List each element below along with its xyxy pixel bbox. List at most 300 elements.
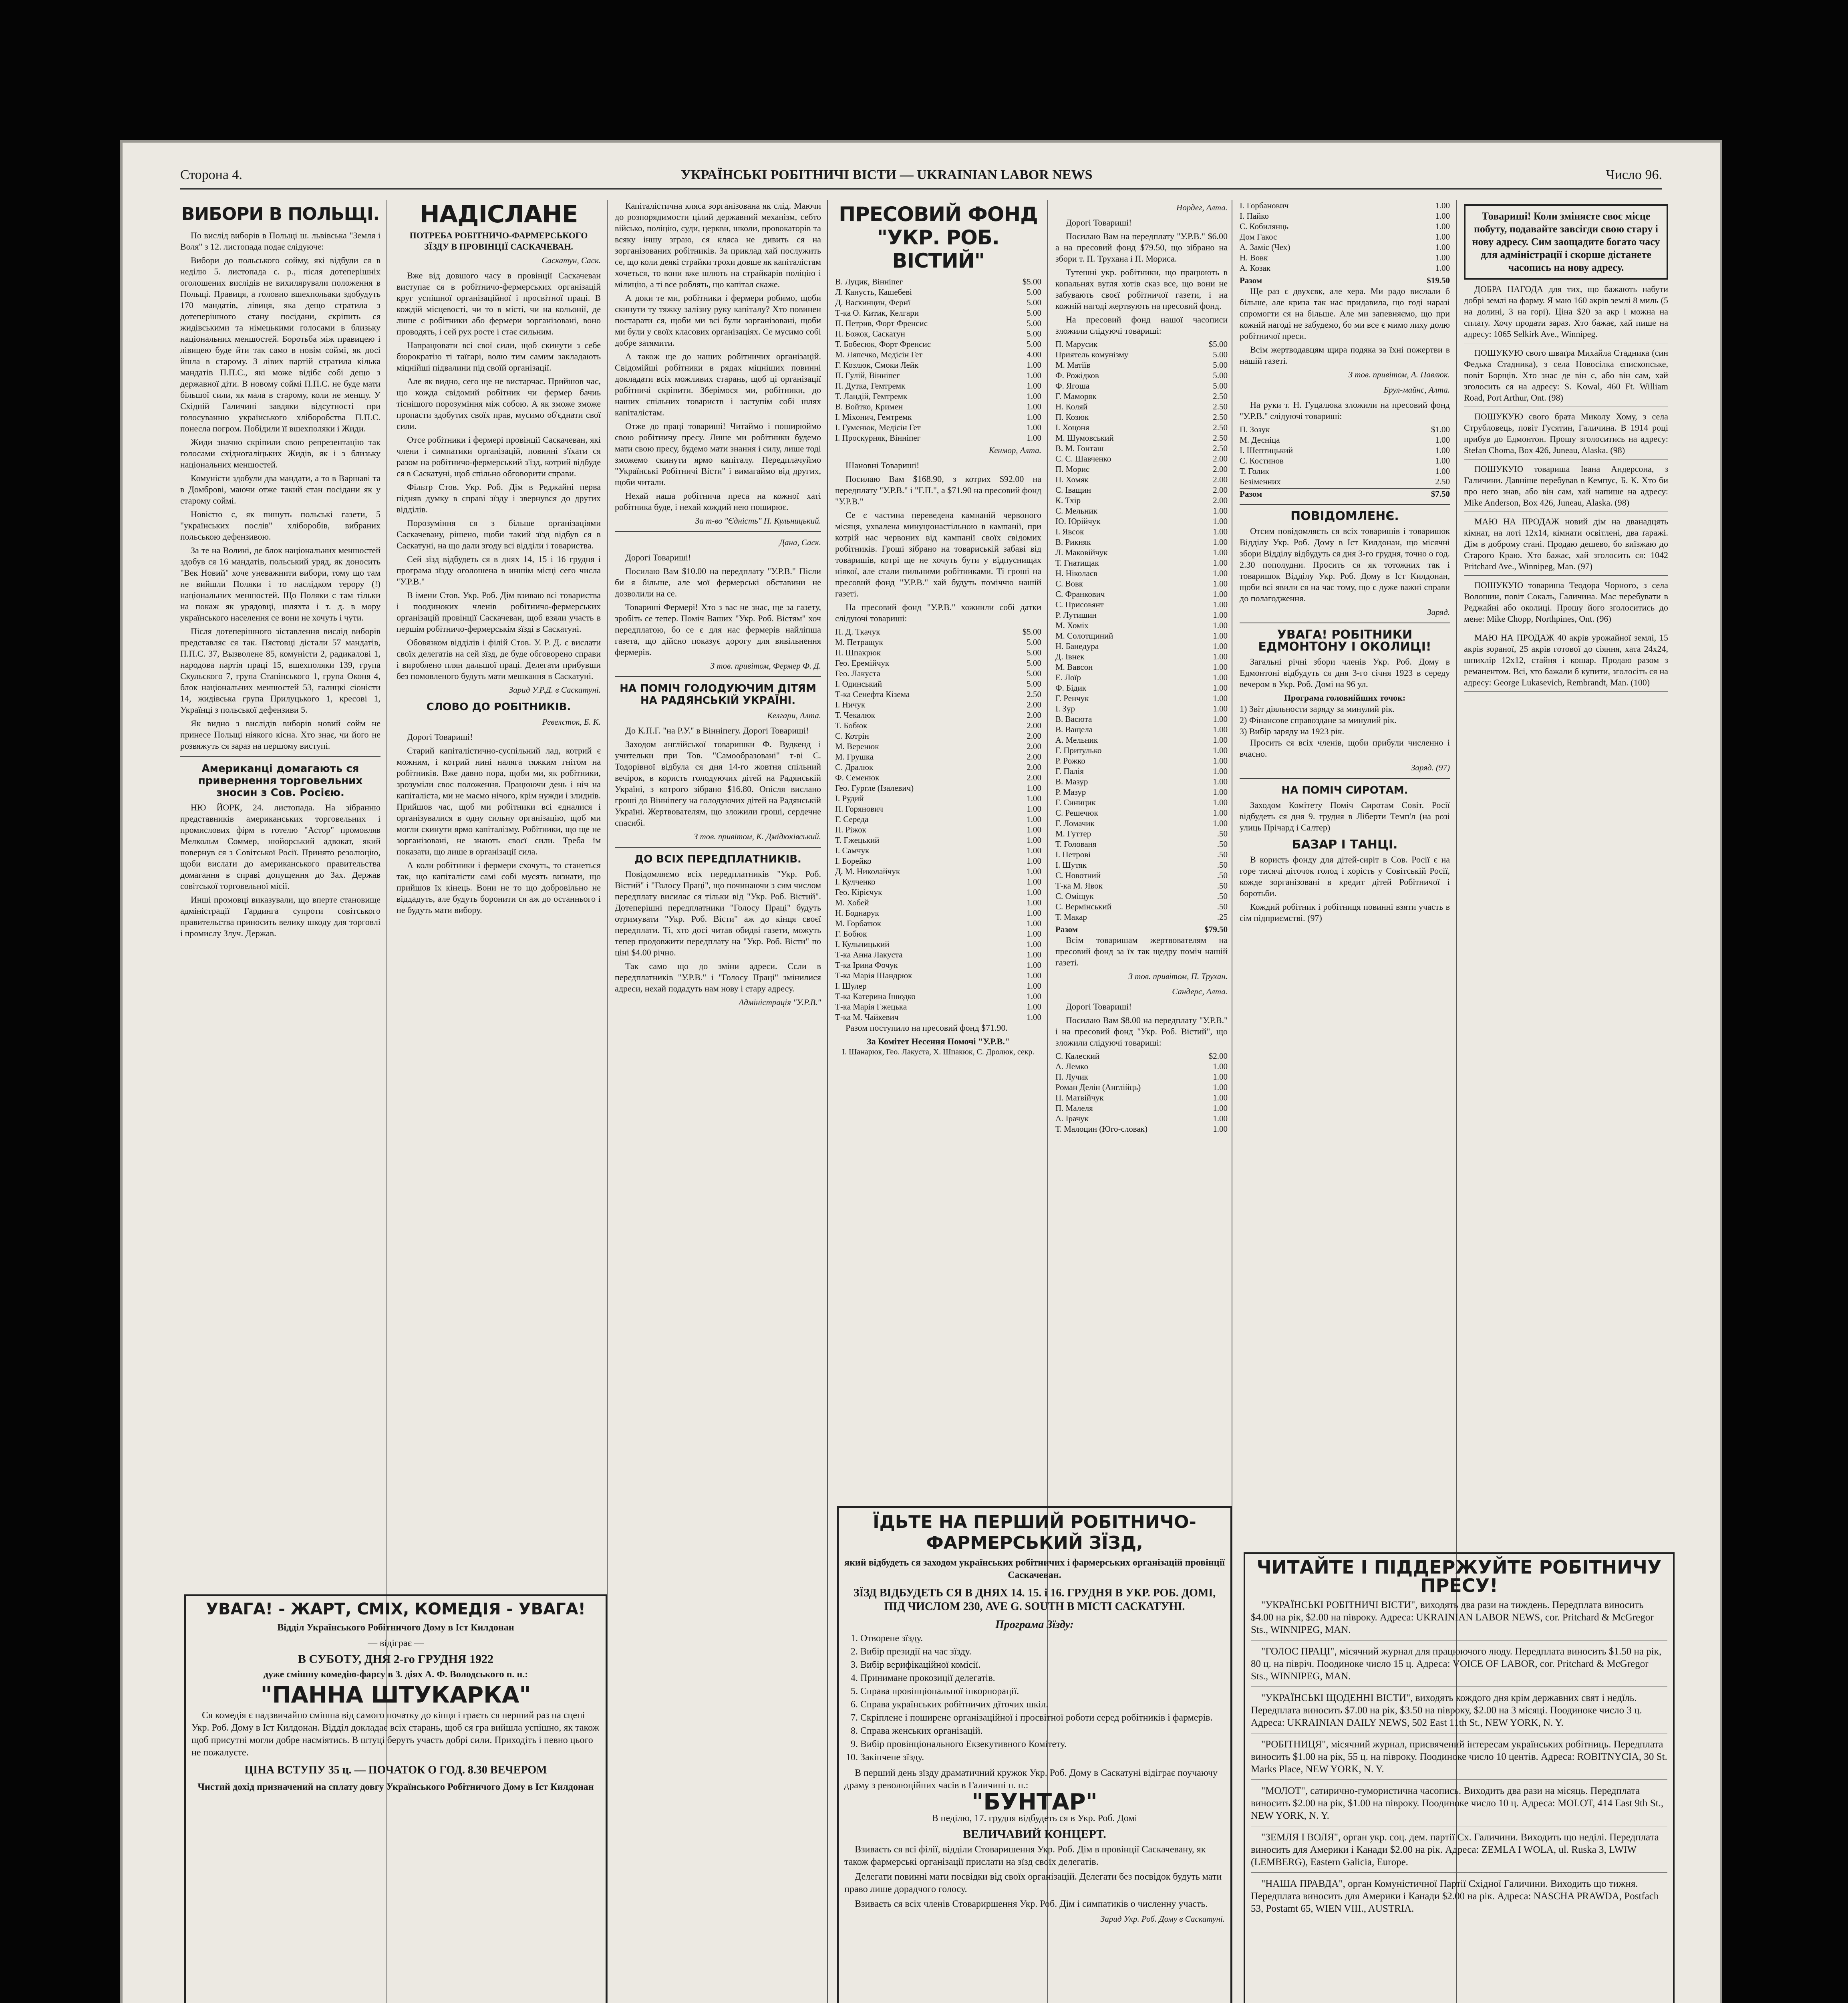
donor-name: Е. Лоїр — [1055, 673, 1081, 682]
donation-row — [1055, 526, 1228, 537]
donation-row — [1240, 476, 1450, 487]
donor-name: Дом Гакос — [1240, 232, 1277, 242]
donor-name: П. Хомяк — [1055, 475, 1089, 484]
donation-amount: 1.00 — [1027, 794, 1041, 803]
donation-row — [1055, 641, 1228, 651]
donor-name: Т. Ландій, Гемтремк — [835, 391, 908, 401]
donation-row — [835, 897, 1041, 908]
donation-amount: 5.00 — [1213, 371, 1228, 380]
signature: З тов. привітом, А. Павлюк. — [1348, 370, 1450, 379]
donation-amount: 2.50 — [1213, 443, 1228, 453]
donation-row — [1055, 1072, 1228, 1082]
donor-name: Т-ка Марія Шандрюк — [835, 971, 912, 980]
program-item: 2. Вибір президії на час зїзду. — [860, 1646, 1225, 1658]
donor-name: М. Хобей — [835, 898, 869, 907]
press-fund-title: ПРЕСОВИЙ ФОНД "УКР. РОБ. ВІСТИЙ" — [839, 203, 1038, 272]
donation-row — [1055, 547, 1228, 558]
donation-amount: .50 — [1217, 881, 1228, 891]
donation-amount: 2.50 — [1435, 477, 1450, 486]
donation-amount: 2.50 — [1213, 402, 1228, 411]
program-item: 3. Вибір верифікаційної комісії. — [860, 1659, 1225, 1671]
donation-row — [1240, 211, 1450, 221]
column-2 — [397, 200, 601, 1570]
column-4 — [835, 200, 1041, 1482]
donation-amount: 2.50 — [1213, 412, 1228, 422]
press-subscription-title: ЧИТАЙТЕ І ПІДДЕРЖУЙТЕ РОБІТНИЧУ ПРЕСУ! — [1256, 1556, 1662, 1596]
paragraph: Але як видно, сего ще не вистарчає. Прийшов час, що кожда свідомий робітник чи фермер бачиь тіснішого порозуміння між собою. А як зможе зможе пропасти здобутих своїх прав, мусимо об'єднати свої сили. — [397, 376, 601, 431]
donor-name: М. Грушка — [835, 752, 874, 762]
donation-amount: 2.00 — [1213, 496, 1228, 505]
convention-when: ЗЇЗД ВІДБУДЕТЬ СЯ В ДНЯХ 14. 15. і 16. ГРУДНЯ В УКР. РОБ. ДОМІ, ПІД ЧИСЛОМ 230, AVE G. SOUTH В МІСТІ САСКАТУНІ. — [853, 1587, 1216, 1613]
donor-name: П. Лучик — [1055, 1072, 1088, 1082]
paragraph: Комуністи здобули два мандати, а то в Варшаві та в Домброві, маючи отже такий стан посідани як у старому соймі. — [180, 473, 380, 506]
paragraph: Вже від довшого часу в провінції Саскачеван виступає ся в робітничо-фермерських організацій круг успішної організаційної і просвітної праці. В кождій місцевості, чи то в місті, чи на кольонії, де лише є робітники або фермери зорганізовані, воно проводять, і сей рух росте і стає сильним. — [397, 270, 601, 337]
donation-row — [1055, 756, 1228, 766]
donation-row — [835, 793, 1041, 804]
donation-row — [835, 658, 1041, 668]
donor-name: П. Зозук — [1240, 425, 1270, 434]
donor-name: І. Петрові — [1055, 850, 1091, 859]
donor-name: І. Ничук — [835, 700, 866, 709]
donor-name: С. Вермінський — [1055, 902, 1111, 911]
donation-amount: $2.00 — [1208, 1051, 1228, 1061]
donation-amount: 1.00 — [1213, 1082, 1228, 1092]
donor-name: М. Хоміх — [1055, 621, 1089, 630]
donation-row — [835, 710, 1041, 720]
donation-amount: 1.00 — [1027, 1002, 1041, 1012]
article-title-subscribers: ДО ВСІХ ПЕРЕДПЛАТНИКІВ. — [634, 853, 801, 865]
donation-amount: 1.00 — [1213, 516, 1228, 526]
paragraph: Сей зїзд відбудеть ся в днях 14, 15 і 16 грудня і програма зїзду оголошена в иншім місці сего числа "У.Р.В." — [397, 554, 601, 586]
donation-row — [835, 772, 1041, 783]
donation-amount: 1.00 — [1213, 683, 1228, 693]
donor-name: І. Рудий — [835, 794, 864, 803]
donation-row — [1055, 870, 1228, 881]
donation-amount: 1.00 — [1027, 971, 1041, 980]
donor-name: В. Ващела — [1055, 725, 1093, 734]
donor-name: Н. Вовк — [1240, 253, 1268, 262]
donation-row — [1055, 1113, 1228, 1124]
paragraph: Так само що до зміни адреси. Єсли в передплатників "У.Р.В." і "Голосу Праці" змінилися адреси, нехай подадуть нам нову і стару адресу. — [615, 961, 821, 993]
donation-row — [835, 668, 1041, 679]
comedy-ad-proceeds: Чистий дохід призначений на сплату довгу Українського Робітничого Дому в Іст Килдонан — [197, 1782, 594, 1792]
donation-row — [835, 835, 1041, 845]
paragraph: Загальні річні збори членів Укр. Роб. Дому в Едмонтоні відбудуть ся дня 3-го січня 1923 в середу вечером в Укр. Роб. Домі на 96 ул. — [1240, 657, 1450, 689]
donor-name: А. Козак — [1240, 263, 1270, 273]
donation-row — [1055, 672, 1228, 683]
classified-ad: ПОШУКУЮ товариша Івана Андерсона, з Галичини. Давніше перебував в Кемпус, Б. К. Хто би про него знав, або він сам, хай напише на адресу: Mike Anderson, Box 426, Juneau, Alaska. (98) — [1464, 463, 1668, 512]
paragraph: Заходом англійської товаришки Ф. Вудкенд і учительки при Тов. "Самообразовані" т-ві С. Тодорівної відбула ся дня 14-го жовтня спільний вечірок, в користь голодуючих дітей на Радянській Україні, з котрого зібрано $16.80. Опісля вислано гроші до Вінніпегу на голодуючих дітей на Радянській Україні. Жертвователям, що зложили гроші, сердечне спасибі. — [615, 739, 821, 828]
donation-row — [1055, 1103, 1228, 1113]
article-title-word: СЛОВО ДО РОБІТНИКІВ. — [426, 701, 571, 713]
press-subscription-box — [1244, 1552, 1675, 2003]
article-title-trade: Американці домагають ся привернення торговельних зносин з Сов. Росією. — [198, 763, 363, 799]
donation-amount: 1.00 — [1027, 402, 1041, 411]
donation-row — [1055, 412, 1228, 422]
donation-amount: 1.00 — [1213, 808, 1228, 818]
edmonton-notice-title: УВАГА! РОБІТНИКИ ЕДМОНТОНУ І ОКОЛИЦІ! — [1258, 628, 1431, 654]
donation-amount: 1.00 — [1435, 466, 1450, 476]
dateline: Нордег, Алта. — [1176, 203, 1228, 212]
donor-name: М. Матіїв — [1055, 360, 1091, 370]
donor-name: А. Заміс (Чех) — [1240, 242, 1290, 252]
greeting: Дорогі Товариші! — [625, 552, 691, 562]
donation-amount: 1.00 — [1027, 856, 1041, 866]
donor-name: С. Дралюк — [835, 762, 874, 772]
comedy-ad-staged: — відіграє — — [368, 1638, 424, 1648]
donor-name: Н. Боднарук — [835, 908, 879, 918]
donor-name: І. Міхонич, Гемтремк — [835, 412, 912, 422]
paragraph: Старий капіталістично-суспільний лад, котрий є можним, і котрий нині наляга тяжким гнітом на робітників. Вже давно пора, щоби ми, як робітники, зрозуміли своє положення. Працюючи день і ніч на капіталіста, ми не маємо нічого, крім нужди і злиднів. Прийшов час, щоб ми робітники всі єдналися і організувалися в одну сильну організацію, щоб ми могли скинути ярмо капіталізму. Робітники, що ще не зорганізовані, не знають своєї сили. Треба їм показати, що лише в організації сила. — [397, 746, 601, 856]
donor-name: Т-ка О. Китик, Келгари — [835, 308, 919, 318]
paragraph: Отже до праці товариші! Читаймо і поширюймо свою робітничу пресу. Лише ми робітники будемо мати свою пресу, будемо мати знання і силу, лише тоді зможемо скинути ярмо капіталу. Передплачуймо "Українські Робітничі Вісти" і вимагаймо від других, щоби читали. — [615, 421, 821, 487]
donation-row — [835, 412, 1041, 422]
donor-name: П. Шпакрюк — [835, 648, 881, 657]
donor-name: П. Козюк — [1055, 412, 1089, 422]
donor-name: В. Войтко, Кримен — [835, 402, 903, 411]
signature: Заряд. — [1427, 607, 1450, 617]
donation-amount: 1.00 — [1213, 714, 1228, 724]
donation-row — [1055, 1092, 1228, 1103]
donor-name: Д. Івнек — [1055, 652, 1085, 661]
paragraph: Напрацювати всі свої сили, щоб скинути з себе бюрократію ті таїгарі, волю тим самим закладають міцнійші підвалини під своїй організації. — [397, 340, 601, 373]
donor-name: І. Шулер — [835, 981, 867, 991]
orphans-title: НА ПОМІЧ СИРОТАМ. — [1281, 784, 1408, 796]
donor-name: І. Кульницький — [835, 939, 890, 949]
comedy-ad-text: Ся комедія є надзвичайно смішна від самого початку до кінця і граєть ся перший раз на сцені Укр. Роб. Дому в Іст Килдонан. Відділ докладає всіх старань, щоб ся гра вийшла успішно, як також щоб присутні могли добре насміятись. В штуці беруть участь добрі сили. Приходіть і певно цього не пожалуєте. — [191, 1710, 599, 1758]
donation-amount: 5.00 — [1027, 679, 1041, 689]
address-change-notice: Товариші! Коли зміняєте своє місце побуту, подавайте завсігди свою стару і нову адресу. Сим зaощадите богато часу для адміністрації і скорше дістанете часопись на нову адресу. — [1464, 204, 1668, 280]
donation-row — [835, 647, 1041, 658]
donation-row — [1055, 578, 1228, 589]
donor-name: І. Шептицький — [1240, 445, 1293, 455]
donor-name: І. Зур — [1055, 704, 1075, 713]
donation-amount: 1.00 — [1435, 201, 1450, 210]
classified-ad: ПОШУКУЮ свого брата Миколу Хому, з села Струбловець, повіт Гусятин, Галичина. В 1914 році прибув до Едмонтон. Прошу зголоситись на адресу: Stefan Choma, Box 426, Juneau, Alaska. (98) — [1464, 411, 1668, 459]
donor-name: С. Вовк — [1055, 579, 1083, 588]
donation-row — [1240, 435, 1450, 445]
donation-row — [835, 856, 1041, 866]
program-item: 3) Вибір заряду на 1923 рік. — [1240, 726, 1345, 736]
donor-name: С. Калеский — [1055, 1051, 1100, 1061]
donation-amount: 5.00 — [1027, 329, 1041, 339]
signature: Заряд. (97) — [1411, 763, 1450, 772]
donor-name: Г. Козлюк, Смоки Лейк — [835, 360, 919, 370]
donor-name: С. Решечюк — [1055, 808, 1098, 818]
paragraph: Як видно з вислідів виборів новий сойм не принесе Польщі ніякого кісна. Хто знає, чи його не розвяжуть ся зараз на першому виступі. — [180, 718, 380, 751]
bazaar-title: БАЗАР І ТАНЦІ. — [1292, 838, 1398, 852]
donation-row — [835, 1002, 1041, 1012]
donation-amount: 1.00 — [1027, 887, 1041, 897]
signature: Адміністрація "У.Р.В." — [739, 997, 821, 1007]
donation-amount: 1.00 — [1213, 746, 1228, 755]
program-item: 6. Справа українських робітничих дїточих шкіл. — [860, 1699, 1225, 1711]
donation-amount: 5.00 — [1027, 658, 1041, 668]
paragraph: Нехай наша робітнича преса на кожної хаті робітника буде, і нехай кождий нею поширює. — [615, 491, 821, 512]
donation-row — [835, 960, 1041, 970]
donation-row — [1055, 724, 1228, 735]
donor-name: П. Марусик — [1055, 339, 1098, 349]
paragraph: На руки т. Н. Гуцалюка зложили на пресовий фонд "У.Р.В." слідуючі товариші: — [1240, 400, 1450, 421]
donation-row — [1055, 443, 1228, 453]
donor-name: М. Солотщиний — [1055, 631, 1113, 641]
donation-amount: 1.00 — [1213, 818, 1228, 828]
donation-amount: 1.00 — [1213, 725, 1228, 734]
paragraph: Капіталістична кляса зорганізована як слід. Маючи до розпорядимости цілий державний механізм, себто військо, поліцію, суди, церкви, школи, провокаторів та всяку іншу зграю, ся кляса не дивить ся на зорганізованих робітників. За приклад хай послужить се, що коли деякі страйки трохи довше як капіталістам хочеться, то вони вже шлють на страйкарів поліцію і мілицію, а ті все роблять, що капітал скаже. — [615, 201, 821, 289]
donor-name: П. Божок, Саскатун — [835, 329, 905, 339]
donor-name: С. Костинов — [1240, 456, 1284, 465]
donation-row — [835, 866, 1041, 877]
classified-ad: МАЮ НА ПРОДАЖ 40 акрів урожайної землі, 15 акрів зораної, 25 акрів готової до сіяння, хата 24x24, шпихлір 12x12, стайня і кошар. Продаю разом з реманентом. Всі, хто бажали б купити, зголосіть ся на адресу: George Lukasevich, Rembrandt, Man. (100) — [1464, 632, 1668, 692]
donation-row — [835, 318, 1041, 328]
donor-name: П. Морис — [1055, 464, 1090, 474]
donation-amount: 1.00 — [1213, 1114, 1228, 1123]
donor-name: І. Проскурняк, Вінніпег — [835, 433, 921, 443]
donation-row — [1055, 391, 1228, 401]
donation-amount: $5.00 — [1022, 627, 1041, 637]
donation-amount: 1.00 — [1213, 756, 1228, 766]
donation-amount: 1.00 — [1027, 371, 1041, 380]
greeting: Шановні Товариші! — [845, 460, 920, 470]
donation-row — [835, 783, 1041, 793]
donor-name: Т-ка Катерина Ішюдко — [835, 991, 916, 1001]
donation-row — [1055, 766, 1228, 776]
donation-amount: 1.00 — [1213, 787, 1228, 797]
donation-row — [835, 991, 1041, 1002]
donation-total: Разом $19.50 — [1240, 276, 1450, 285]
donation-row — [1055, 860, 1228, 870]
donation-amount: .50 — [1217, 902, 1228, 911]
greeting: До К.П.Г. "на Р.У." в Вінніпегу. Дорогі Товариші! — [625, 725, 809, 736]
donor-name: К. Тхір — [1055, 496, 1081, 505]
paragraph: За те на Волині, де блок національних меншостей здобув ся 16 мандатів, польський уряд, як доносить "Век Новий" хоче уневажнити вибори, тому що там не вийшли Поляки і то наслідком терору (!) національних меншостей. Що Поляки є там тільки на покаж як урядовці, шляхта і т. д. в мору українського населення се вони не хочуть і чути. — [180, 545, 380, 623]
donation-amount: 5.00 — [1027, 287, 1041, 297]
donor-name: С. Новотний — [1055, 871, 1101, 880]
donation-row — [1240, 424, 1450, 435]
donor-name: Т-ка М. Явок — [1055, 881, 1103, 891]
convention-subtitle: який відбудеть ся заходом українських робітничих і фармерських організацій провінції Саскачеван. — [844, 1558, 1225, 1580]
donation-amount: .50 — [1217, 850, 1228, 859]
donation-amount: .50 — [1217, 829, 1228, 838]
paragraph: Вибори до польського сойму, які відбули ся в неділю 5. листопада с. р., після дотеперішніх оголошених вислідів не вихилярували положення в Польщі. Правиця, а головно вшехпольаки здобудуть 170 мандатів, лівиця, яка дещо стратила з дотеперішного стану посідани, скріпить ся жидівськими та німецькими голосами в близьку національних меншостей. Боротьба між правицею і лівицею буде йти так само в новім соймі, як досі йшла в старому. З лівих партій стратила кілька мандатів П.П.С., які може відібє собі дещо з державної діти. В новому соймі П.П.С. не буде мати більшої сили, як мала в старому, коли не меншу. У Східній Галичині завдяки відсутності при голосуванню українського хліборобства П.П.С. понесла погром. Побідили її вшехполяки і Жиди. — [180, 255, 380, 433]
donor-name: С. Присовянт — [1055, 600, 1104, 609]
donation-amount: 1.00 — [1213, 579, 1228, 588]
convention-program-title: Програма Зїзду: — [995, 1618, 1074, 1631]
donation-amount: 1.00 — [1027, 381, 1041, 391]
donor-name: М. Веренюк — [835, 742, 879, 751]
donation-row — [1055, 818, 1228, 828]
donation-row — [835, 887, 1041, 897]
paragraph: Посилаю Вам $10.00 на передплату "У.Р.В." Післи би я більше, але мої фермерські обставини не дозволили на се. — [615, 566, 821, 598]
donation-row — [1055, 808, 1228, 818]
donation-row — [835, 370, 1041, 381]
donation-amount: 1.00 — [1213, 766, 1228, 776]
donation-row — [1055, 381, 1228, 391]
donation-row — [835, 287, 1041, 297]
donation-row — [835, 297, 1041, 308]
comedy-ad-branch: Відділ Українського Робітничого Дому в Іст Килдонан — [277, 1622, 514, 1633]
donor-name: М. Горбатюк — [835, 919, 881, 928]
donation-amount: 1.00 — [1027, 908, 1041, 918]
paragraph: Всім жертводавцям щира подяка за їхні пожертви в нашій газеті. — [1240, 345, 1450, 366]
page-header — [180, 164, 1662, 190]
comedy-ad-title: УВАГА! - ЖАРТ, СМІХ, КОМЕДІЯ - УВАГА! — [206, 1600, 586, 1618]
donation-amount: 2.50 — [1213, 391, 1228, 401]
donation-row — [1055, 797, 1228, 808]
donation-row — [1055, 422, 1228, 433]
donation-amount: 1.00 — [1213, 631, 1228, 641]
donation-row — [1055, 599, 1228, 610]
donation-row — [835, 637, 1041, 647]
article-subtitle: ПОТРЕБА РОБІТНИЧО-ФАРМЕРСЬКОГО ЗЇЗДУ В ПРОВІНЦІЇ САСКАЧЕВАН. — [409, 230, 588, 252]
donation-row — [1055, 558, 1228, 568]
donation-amount: 2.00 — [1027, 762, 1041, 772]
donation-amount: 1.00 — [1027, 929, 1041, 939]
donation-row — [835, 824, 1041, 835]
donation-row — [1055, 620, 1228, 631]
donation-row — [1055, 651, 1228, 662]
paragraph: По вислід виборів в Польщі ш. львівська "Земля і Воля" з 12. листопада подає слідуюче: — [180, 230, 380, 252]
donor-name: С. Мельник — [1055, 506, 1097, 516]
donation-amount: 1.00 — [1027, 835, 1041, 845]
paragraph: НЮ ЙОРК, 24. листопада. На зібранню представників американських торговельних і промислових фірм в готелю "Астор" промовляв Мелкольм Соммер, нюйорський адвокат, який повернув ся з Совітської Росії. Принято резолюцію, щоби вислати до американського правительства домагання в справі допущення до Зах. Держав совітської торговельної місії. — [180, 802, 380, 891]
donor-name: С. Кобилянць — [1240, 222, 1289, 231]
donor-name: Т. Гнатищак — [1055, 558, 1099, 568]
publication-entry: "ЗЕМЛЯ І ВОЛЯ", орган укр. соц. дем. партії Сх. Галичини. Виходить що неділі. Передплата виносить для Америки і Канади $2.00 на рік. Адреса: ZEMLA I WOLA, ul. Ruska 3, LWIW (LEMBERG), Eastern Galicia, Europe. — [1251, 1831, 1667, 1873]
publication-entry: "РОБІТНИЦЯ", місячний журнал, присвячений інтересам українських робітниць. Передплата виносить $1.00 на рік, 55 ц. на півроку. Поодиноке число 10 центів. Адреса: ROBITNYCIA, 30 St. Marks Place, NEW YORK, N. Y. — [1251, 1738, 1667, 1780]
donation-row — [1055, 703, 1228, 714]
donor-name: Н. Банедура — [1055, 641, 1099, 651]
donation-list-3 — [1240, 200, 1450, 273]
donor-name: І. Шутяк — [1055, 860, 1087, 870]
donation-row — [1055, 631, 1228, 641]
donation-amount: 1.00 — [1027, 423, 1041, 432]
donor-name: Г. Ренчук — [1055, 693, 1089, 703]
donor-name: М. Вавсон — [1055, 662, 1093, 672]
signature: З тов. привітом, П. Трухан. — [1128, 971, 1228, 981]
donor-name: Роман Делін (Англійць) — [1055, 1082, 1141, 1092]
donation-row — [1055, 610, 1228, 620]
donation-row — [835, 308, 1041, 318]
donation-row — [835, 328, 1041, 339]
donation-row — [835, 689, 1041, 699]
donation-row — [835, 752, 1041, 762]
column-3 — [615, 200, 821, 2003]
donor-name: Т. Чекалюк — [835, 710, 875, 720]
donor-name: Ф. Рожідков — [1055, 371, 1099, 380]
dateline: Дана, Саск. — [779, 538, 821, 547]
donation-row — [1055, 1061, 1228, 1072]
donation-row — [1240, 232, 1450, 242]
column-5 — [1055, 200, 1228, 1482]
donation-amount: 5.00 — [1027, 318, 1041, 328]
donation-row — [1240, 200, 1450, 211]
publication-entry: "НАША ПРАВДА", орган Комуністичної Партії Східної Галичини. Виходить що тижня. Передплата виносить для Америки і Канади $2.00 на рік. Адреса: NASCHA PRAWDA, Postfach 53, Postamt 65, WIEN VIII., AUSTRIA. — [1251, 1878, 1667, 1919]
donation-amount: 1.00 — [1213, 621, 1228, 630]
donation-amount: 1.00 — [1435, 242, 1450, 252]
donation-row — [1055, 495, 1228, 506]
donation-amount: .50 — [1217, 839, 1228, 849]
donation-amount: 1.00 — [1435, 232, 1450, 242]
donation-total: Разом $7.50 — [1240, 489, 1450, 499]
donation-row — [1055, 776, 1228, 787]
program-list — [1240, 703, 1450, 737]
donor-name: І. Хоцоня — [1055, 423, 1089, 432]
donor-name: Г. Середа — [835, 814, 869, 824]
paragraph: Ще раз є двухєвк, але хера. Ми радо вислали б більше, але криза так нас придавила, що годі наразі спромогти ся на більше. Але ми запевняємо, що при кожній нагоді не забудемо, бо ми все є мимо лиху долю робітничої преси. — [1240, 286, 1450, 341]
signature: З тов. привітом, К. Дмідюківський. — [693, 832, 821, 841]
donation-row — [1055, 662, 1228, 672]
convention-concert: ВЕЛИЧАВИЙ КОНЦЕРТ. — [963, 1828, 1106, 1841]
donor-name: С. Іващин — [1055, 485, 1091, 495]
donation-row — [835, 731, 1041, 741]
convention-box — [837, 1506, 1232, 2003]
donation-amount: 1.00 — [1435, 456, 1450, 465]
donation-row — [1055, 735, 1228, 745]
comedy-ad-play: "ПАННА ШТУКАРКА" — [260, 1682, 531, 1708]
donation-row — [835, 845, 1041, 856]
donation-row — [835, 814, 1041, 824]
donation-row — [835, 1012, 1041, 1022]
donor-name: І. Гуменюк, Медісін Гет — [835, 423, 921, 432]
donation-amount: 1.00 — [1027, 919, 1041, 928]
program-item: 1. Отворене зїзду. — [860, 1632, 1225, 1645]
paragraph: А також ще до наших робітничих організацій. Свідомійші робітники в рядах міцніших повинні докладати всіх можливих старань, щоб ці організації робітничі скріпити. Зберімося ми, робітники, до наших спільних товариств і заступім собі шлях капіталістам. — [615, 351, 821, 417]
classified-ad: ПОШУКУЮ свого шваґра Михайла Стадника (син Федька Стадника), з села Новосілка єпископське, повіт Борщів. Хто знає де він є, або він сам, хай зголосить ся на адресу: S. Kowal, 460 Ft. William Road, Port Arthur, Ont. (98) — [1464, 347, 1668, 407]
publication-entry: "УКРАЇНСЬКІ РОБІТНИЧІ ВІСТИ", виходять два рази на тиждень. Передплата виносить $4.00 на рік, $2.00 на півроку. Адреса: UKRAINIAN LABOR NEWS, cor. Pritchard & McGregor Sts., WINNIPEG, MAN. — [1251, 1599, 1667, 1640]
program-item: 9. Вибір провінціонального Екзекутивного Комітету. — [860, 1738, 1225, 1751]
section-title-submitted: НАДІСЛАНЕ — [419, 200, 578, 228]
donor-name: І. Явсок — [1055, 527, 1084, 536]
donation-list-nordegg — [1055, 339, 1228, 922]
donor-name: Т. Голик — [1240, 466, 1269, 476]
donation-amount: 1.00 — [1027, 846, 1041, 855]
publication-entry: "МОЛОТ", сатирично-гумористична часопись. Виходить два рази на місяць. Передплата виносить $2.00 на рік, $1.00 на півроку. Поодиноке число 10 ц. Адреса: MOLOT, 414 East 9th St., NEW YORK, N. Y. — [1251, 1785, 1667, 1826]
donation-amount: 1.00 — [1027, 991, 1041, 1001]
donor-name: Гео. Еремійчук — [835, 658, 890, 668]
donation-amount: 1.00 — [1213, 610, 1228, 620]
donation-row — [1055, 433, 1228, 443]
paragraph: Взиваєть ся всі філії, відділи Стоваришення Укр. Роб. Дім в провінції Саскачевану, як також фармерські організації прислати на зїзд своїх делегатів. — [844, 1844, 1206, 1867]
donation-row — [835, 929, 1041, 939]
donation-amount: 1.00 — [1213, 673, 1228, 682]
donation-amount: 1.00 — [1213, 662, 1228, 672]
donation-row — [835, 401, 1041, 412]
paragraph: Заходом Комітету Поміч Сиротам Совіт. Росії відбудеть ся дня 9. грудня в Ліберти Темп'л (на розі улиць Прічард і Салтер) — [1240, 800, 1450, 832]
donation-amount: 5.00 — [1027, 669, 1041, 678]
donation-amount: 1.00 — [1213, 1093, 1228, 1102]
donation-row — [1055, 714, 1228, 724]
donation-amount: 2.00 — [1027, 710, 1041, 720]
donation-amount: 1.00 — [1213, 652, 1228, 661]
donor-name: П. Горянович — [835, 804, 884, 814]
donation-row — [1055, 453, 1228, 464]
donor-name: Г. Ломачик — [1055, 818, 1095, 828]
donation-amount: 1.00 — [1213, 527, 1228, 536]
donation-amount: 2.00 — [1027, 773, 1041, 782]
donation-amount: 2.50 — [1213, 433, 1228, 443]
paragraph: На пресовий фонд нашої часописи зложили слідуючі товариші: — [1055, 314, 1228, 336]
donation-row — [1055, 787, 1228, 797]
donor-name: Г. Маморяк — [1055, 391, 1097, 401]
donation-amount: 1.00 — [1027, 360, 1041, 370]
donation-row — [835, 970, 1041, 981]
donation-amount: 1.00 — [1027, 939, 1041, 949]
donation-row — [835, 804, 1041, 814]
donor-name: Т. Малоцин (Юго-словак) — [1055, 1124, 1147, 1134]
donor-name: Гео. Кірієчук — [835, 887, 882, 897]
donation-row — [1055, 1082, 1228, 1092]
